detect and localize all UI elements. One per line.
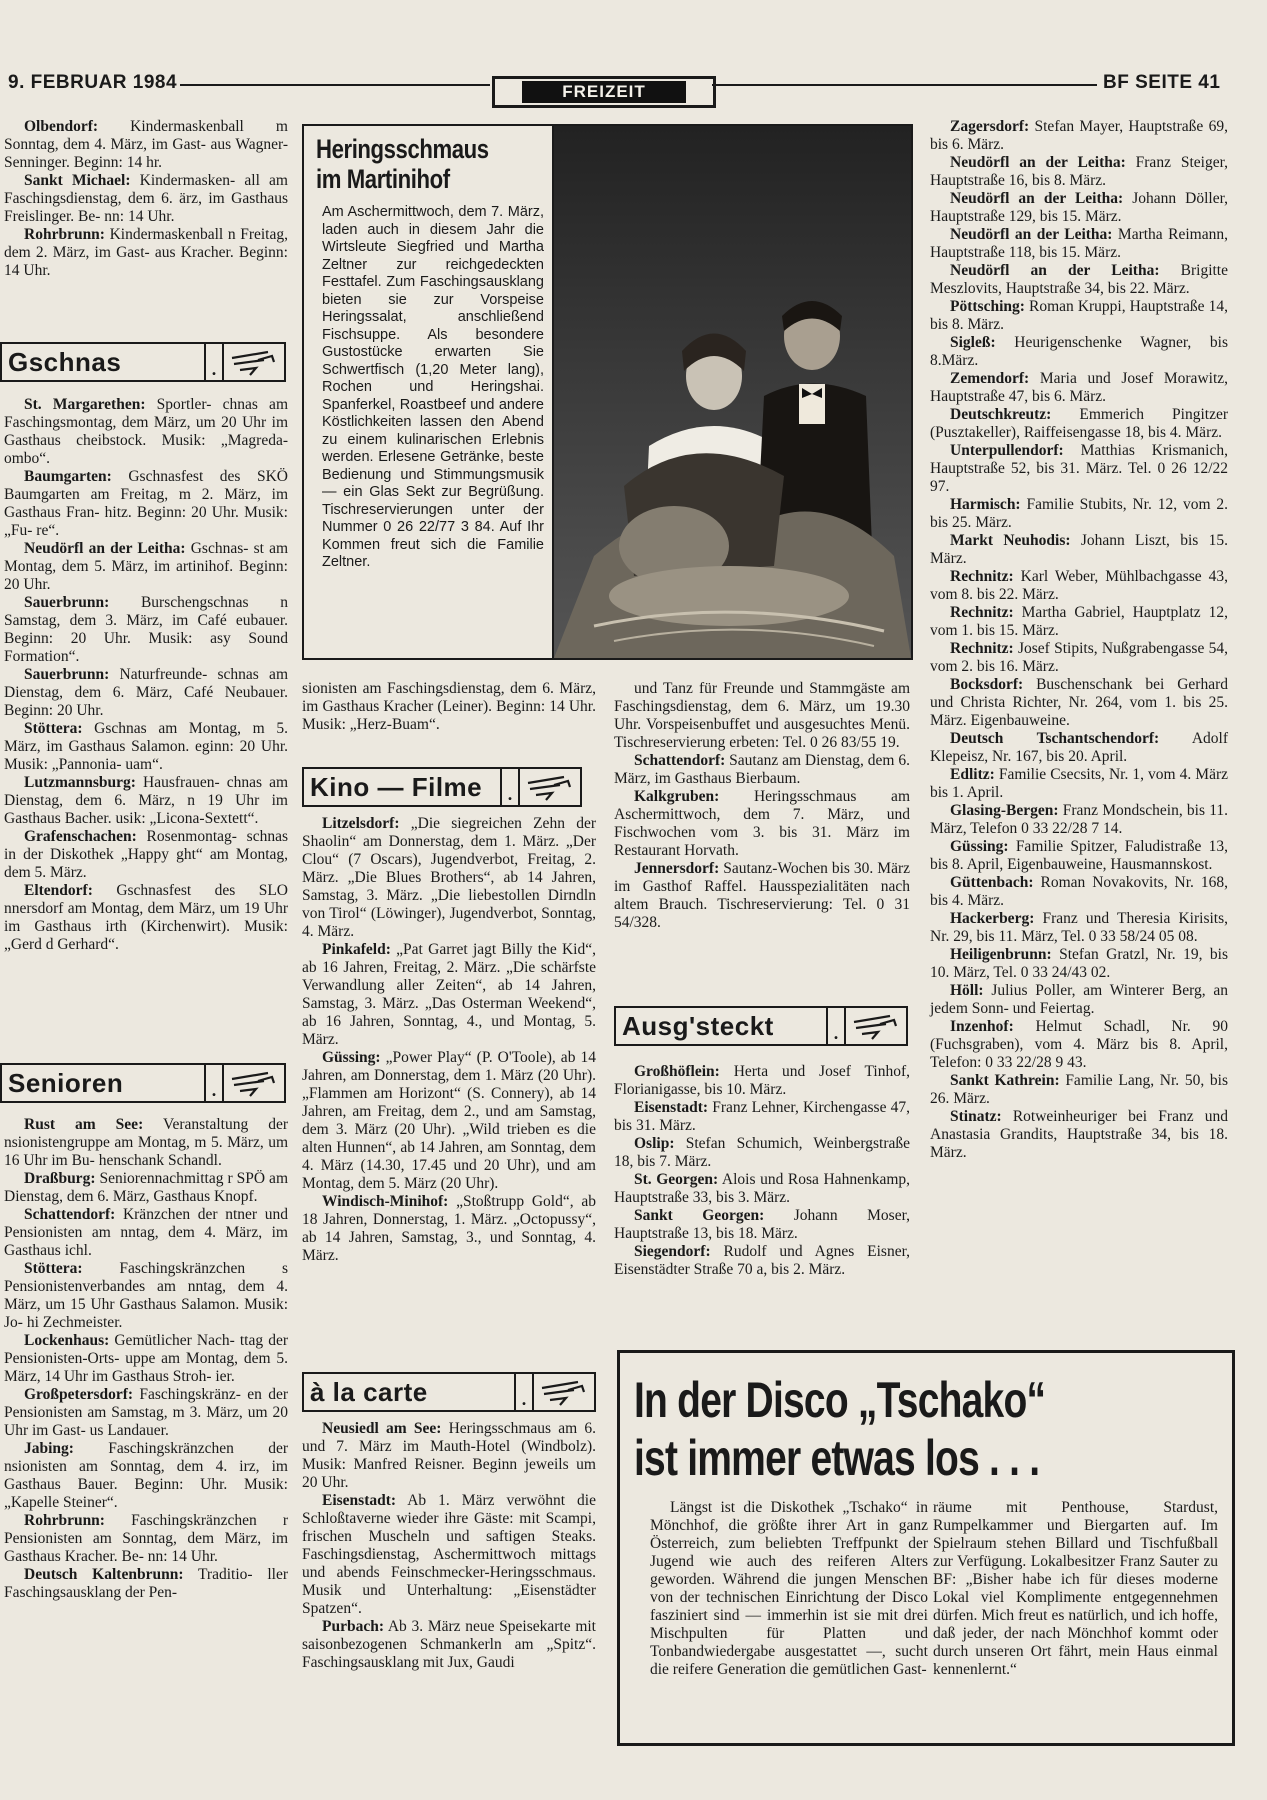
listing-entry <box>302 815 596 941</box>
listing-text: Sautanz am Dienstag, dem 6. März, im Gasthaus Bierbaum. <box>614 752 910 787</box>
listing-entry <box>930 838 1228 874</box>
listing-text: Naturfreunde- schnas am Dienstag, dem 6. März, Café Neubauer. Beginn: 20 Uhr. <box>4 666 288 719</box>
header-rule-left <box>180 84 490 86</box>
listing-text: Brigitte Meszlovits, Hauptstraße 34, bis 22. März. <box>930 262 1228 297</box>
listing-place: Kalkgruben: <box>634 788 720 805</box>
listing-text: Johann Liszt, bis 15. März. <box>930 532 1228 567</box>
listing-place: Neudörfl an der Leitha: <box>950 262 1160 279</box>
section-title: FREIZEIT <box>522 81 686 103</box>
listing-text: Gschnasfest des SKÖ Baumgarten am Freitag, m 2. März, im Gasthaus Fran- hitz. Beginn: 20 Uhr. Musik: „Fu- re“. <box>4 468 288 539</box>
disco-body-right: räume mit Penthouse, Stardust, Rumpelkammer und Biergarten auf. Im Spielraum stehen Billard und Tischfußball zur Verfügung. Lokalbesitzer Franz Sauter zu BF: „Bisher habe ich für dieses moderne Lokal viel Komplimente entgegennehmen dürfen. Mich freut es natürlich, und ich hoffe, daß jeder, der nach Mönchhof kommt oder durch unseren Ort fährt, mein Haus einmal kennenlernt.“ <box>933 1499 1218 1678</box>
disco-body-left <box>650 1499 928 1679</box>
listing-place: Güssing: <box>950 838 1009 855</box>
listing-text: Familie Csecsits, Nr. 1, vom 4. März bis 1. April. <box>930 766 1228 801</box>
listing-place: Rohrbrunn: <box>24 1512 105 1529</box>
listing-text: Ab 3. März neue Speisekarte mit saisonbezogenen Schmankerln am „Spitz“. Faschingsausklang mit Jux, Gaudi <box>302 1618 596 1671</box>
listing-place: Schattendorf: <box>634 752 726 769</box>
disco-tschako-article <box>617 1350 1235 1746</box>
listing-entry <box>930 370 1228 406</box>
listing-entry <box>930 496 1228 532</box>
listing-place: Stöttera: <box>24 1260 83 1277</box>
gschnas-list <box>4 396 288 954</box>
kino-heading-box <box>302 767 582 807</box>
story-title: Heringsschmaus im Martinihof <box>316 134 489 194</box>
listing-entry <box>930 298 1228 334</box>
disco-left-text: Längst ist die Diskothek „Tschako“ in Mönchhof, die größte ihrer Art in ganz Österreich, zum beliebten Treffpunkt der Jugend wie auch des reiferen Alters geworden. Während die jungen Menschen von der technischen Einrichtung der Disco fasziniert sind — immerhin ist sie mit drei Mischpulten für Platten und Tonbandwiedergabe ausgestattet —, sucht die reifere Generation die gemütlichen Gast- <box>650 1499 928 1678</box>
listing-entry <box>302 1049 596 1193</box>
listing-entry <box>4 1260 288 1332</box>
listing-text: Faschingskränz- en der Pensionisten am Samstag, m 3. März, um 20 Uhr im Gast- us Landauer. <box>4 1386 288 1439</box>
listing-entry <box>614 1099 910 1135</box>
listing-place: Neudörfl an der Leitha: <box>24 540 186 557</box>
listing-place: Draßburg: <box>24 1170 96 1187</box>
listing-entry <box>614 1135 910 1171</box>
listing-text: Adolf Klepeisz, Nr. 167, bis 20. April. <box>930 730 1228 765</box>
listing-place: Zagersdorf: <box>950 118 1030 135</box>
ausgsteckt-heading: Ausg'steckt <box>622 1010 774 1041</box>
listing-place: Sigleß: <box>950 334 996 351</box>
listing-place: Heiligenbrunn: <box>950 946 1052 963</box>
listing-text: „Die siegreichen Zehn der Shaolin“ am Donnerstag, dem 1. März. „Der Clou“ (7 Oscars), Jugendverbot, Freitag, 2. März. „Die Blues Brothers“, ab 14 Jahren, Samstag, 3. März. „Die liebestollen Dirndln von Tirol“ (Löwinger), Jugendverbot, Sonntag, 4. März. <box>302 815 596 940</box>
col2-continuation: sionisten am Faschingsdienstag, dem 6. März, im Gasthaus Kracher (Leiner). Beginn: 14 Uhr. Musik: „Herz-Buam“. <box>302 680 596 733</box>
listing-entry <box>930 766 1228 802</box>
listing-text: und Tanz für Freunde und Stammgäste am Faschingsdienstag, dem 6. März, um 19.30 Uhr. Vorspeisenbuffet und ausgesuchtes Menü. Tischreservierung erbeten: Tel. 0 26 83/55 19. <box>614 680 910 751</box>
listing-entry <box>4 1332 288 1386</box>
listing-entry <box>302 941 596 1049</box>
listing-entry <box>930 982 1228 1018</box>
alacarte-list <box>302 1420 596 1672</box>
listing-entry <box>614 1243 910 1279</box>
listing-text: Martha Gabriel, Hauptplatz 12, vom 1. bis 15. März. <box>930 604 1228 639</box>
listing-place: Rechnitz: <box>950 568 1014 585</box>
listing-text: Buschenschank bei Gerhard und Christa Richter, Nr. 264, vom 1. bis 25. März. Eigenbauweine. <box>930 676 1228 729</box>
listing-text: Kindermaskenball n Freitag, dem 2. März, im Gast- aus Kracher. Beginn: 14 Uhr. <box>4 226 288 279</box>
listing-place: Neudörfl an der Leitha: <box>950 154 1126 171</box>
pointing-hand-icon <box>224 1065 284 1101</box>
listing-entry <box>4 1170 288 1206</box>
listing-text: Julius Poller, am Winterer Berg, an jedem Sonn- und Feiertag. <box>930 982 1228 1017</box>
listing-entry <box>4 666 288 720</box>
listing-entry <box>4 226 288 280</box>
listing-text: Rosenmontag- schnas in der Diskothek „Happy ght“ am Montag, dem 5. März. <box>4 828 288 881</box>
listing-entry <box>614 680 910 752</box>
pointing-hand-icon <box>534 1374 594 1410</box>
col1-top <box>4 118 288 280</box>
listing-place: Großpetersdorf: <box>24 1386 134 1403</box>
listing-entry <box>4 720 288 774</box>
heading-dot: . <box>204 344 224 380</box>
listing-entry <box>302 1618 596 1672</box>
listing-place: Windisch-Minihof: <box>322 1193 449 1210</box>
listing-place: Güttenbach: <box>950 874 1034 891</box>
listing-entry <box>4 1206 288 1260</box>
listing-text: Johann Döller, Hauptstraße 129, bis 15. März. <box>930 190 1229 225</box>
listing-place: Stöttera: <box>24 720 83 737</box>
listing-text: Helmut Schadl, Nr. 90 (Fuchsgraben), vom 4. März bis 8. April, Telefon: 0 33 22/28 9 43. <box>930 1018 1228 1071</box>
listing-text: Heringsschmaus am 6. und 7. März im Mauth-Hotel (Windbolz). Musik: Manfred Reisner. Beginn jeweils um 20 Uhr. <box>302 1420 596 1491</box>
listing-text: Kindermasken- all am Faschingsdienstag, dem 6. ärz, im Gasthaus Freislinger. Be- nn: 14 Uhr. <box>4 172 288 225</box>
listing-place: Deutschkreutz: <box>950 406 1052 423</box>
listing-text: Faschingskränzchen s Pensionistenverbandes am nntag, dem 4. März, um 15 Uhr Gasthaus Salamon. Musik: Jo- hi Zechmeister. <box>4 1260 288 1331</box>
listing-text: „Stoßtrupp Gold“, ab 18 Jahren, Donnerstag, 1. März. „Octopussy“, ab 14 Jahren, Samstag, 3., und Sonntag, 4. März. <box>302 1193 596 1264</box>
listing-place: Edlitz: <box>950 766 995 783</box>
listing-place: Sankt Georgen: <box>634 1207 765 1224</box>
listing-place: Sauerbrunn: <box>24 594 110 611</box>
listing-place: Lutzmannsburg: <box>24 774 136 791</box>
listing-text: Roman Kruppi, Hauptstraße 14, bis 8. März. <box>930 298 1228 333</box>
listing-text: „Power Play“ (P. O'Toole), ab 14 Jahren, am Donnerstag, dem 1. März (20 Uhr). „Flammen am Horizont“ (S. Connery), ab 14 Jahren, am Freitag, dem 2., und am Samstag, dem 3. März (20 Uhr). „Wild trieben es die alten Hunnen“, ab 14 Jahren, am Sonntag, dem 4. März (14.30, 17.45 und 20 Uhr), und am Montag, dem 5. März (20 Uhr). <box>302 1049 596 1192</box>
listing-text: Rudolf und Agnes Eisner, Eisenstädter Straße 70 a, bis 2. März. <box>614 1243 910 1278</box>
listing-entry <box>930 1108 1228 1162</box>
listing-place: Eisenstadt: <box>634 1099 709 1116</box>
heading-dot: . <box>826 1008 846 1044</box>
listing-entry <box>4 118 288 172</box>
listing-place: Inzenhof: <box>950 1018 1014 1035</box>
listing-place: Jabing: <box>24 1440 74 1457</box>
listing-place: St. Margarethen: <box>24 396 146 413</box>
senioren-list <box>4 1116 288 1602</box>
listing-entry <box>302 1420 596 1492</box>
listing-place: Markt Neuhodis: <box>950 532 1071 549</box>
listing-entry <box>930 568 1228 604</box>
section-label <box>492 76 716 108</box>
listing-text: Karl Weber, Mühlbachgasse 43, vom 8. bis 22. März. <box>930 568 1228 603</box>
listing-place: Neudörfl an der Leitha: <box>950 190 1124 207</box>
listing-entry <box>930 334 1228 370</box>
listing-place: Zemendorf: <box>950 370 1030 387</box>
kino-heading: Kino — Filme <box>310 771 483 802</box>
col3-list <box>614 680 910 932</box>
listing-text: Herta und Josef Tinhof, Florianigasse, bis 10. März. <box>614 1063 910 1098</box>
listing-place: Höll: <box>950 982 984 999</box>
listing-text: Familie Stubits, Nr. 12, vom 2. bis 25. März. <box>930 496 1228 531</box>
listing-place: Oslip: <box>634 1135 675 1152</box>
ausgsteckt-heading-box <box>614 1006 908 1046</box>
listing-place: Deutsch Kaltenbrunn: <box>24 1566 184 1583</box>
listing-place: Grafenschachen: <box>24 828 137 845</box>
alacarte-heading-box <box>302 1372 596 1412</box>
listing-entry <box>4 172 288 226</box>
listing-entry <box>4 1566 288 1602</box>
gschnas-heading: Gschnas <box>8 346 122 377</box>
header-rule-right <box>712 84 1097 86</box>
listing-entry <box>4 1386 288 1440</box>
listing-entry <box>302 1492 596 1618</box>
listing-place: Eisenstadt: <box>322 1492 397 1509</box>
listing-place: Großhöflein: <box>634 1063 720 1080</box>
listing-entry <box>4 882 288 954</box>
listing-place: Eltendorf: <box>24 882 93 899</box>
listing-text: Franz Lehner, Kirchengasse 47, bis 31. März. <box>614 1099 910 1134</box>
col4-list <box>930 118 1228 1162</box>
listing-text: Gschnas- st am Montag, dem 5. März, im artinihof. Beginn: 20 Uhr. <box>4 540 288 593</box>
listing-text: Familie Spitzer, Faludistraße 13, bis 8. April, Eigenbauweine, Hausmannskost. <box>930 838 1228 873</box>
listing-entry <box>4 828 288 882</box>
listing-place: Harmisch: <box>950 496 1021 513</box>
listing-place: Hackerberg: <box>950 910 1035 927</box>
listing-text: Ab 1. März verwöhnt die Schloßtaverne wieder ihre Gäste: mit Scampi, frischen Muscheln und saftigen Steaks. Faschingsdienstag, Aschermittwoch mittags und abends Feinschmecker-Heringsschmaus. Musik und Unterhaltung: „Eisenstädter Spatzen“. <box>302 1492 596 1617</box>
listing-entry <box>614 788 910 860</box>
listing-entry <box>930 1072 1228 1108</box>
page-number: BF SEITE 41 <box>1103 72 1221 93</box>
listing-place: Bocksdorf: <box>950 676 1024 693</box>
senioren-heading: Senioren <box>8 1067 124 1098</box>
listing-place: Rust am See: <box>24 1116 144 1133</box>
listing-place: Jennersdorf: <box>634 860 720 877</box>
listing-text: Maria und Josef Morawitz, Hauptstraße 47, bis 6. März. <box>930 370 1228 405</box>
listing-text: Traditio- ller Faschingsausklang der Pen- <box>4 1566 288 1601</box>
listing-text: Faschingskränzchen r Pensionisten am Sonntag, dem März, im Gasthaus Kracher. Be- nn: 14 Uhr. <box>4 1512 288 1565</box>
listing-entry <box>930 730 1228 766</box>
listing-entry <box>4 1512 288 1566</box>
pointing-hand-icon <box>520 769 580 805</box>
listing-text: Franz und Theresia Kirisits, Nr. 29, bis 11. März, Tel. 0 33 58/24 05 08. <box>930 910 1228 945</box>
pointing-hand-icon <box>224 344 284 380</box>
listing-entry <box>930 262 1228 298</box>
alacarte-heading: à la carte <box>310 1376 428 1407</box>
listing-text: Johann Moser, Hauptstraße 13, bis 18. März. <box>614 1207 911 1242</box>
listing-entry <box>930 154 1228 190</box>
listing-entry <box>4 594 288 666</box>
listing-place: Deutsch Tschantschendorf: <box>950 730 1160 747</box>
listing-place: Neusiedl am See: <box>322 1420 442 1437</box>
listing-entry <box>302 1193 596 1265</box>
listing-place: Purbach: <box>322 1618 384 1635</box>
senioren-heading-box <box>0 1063 286 1103</box>
heading-dot: . <box>514 1374 534 1410</box>
listing-entry <box>930 442 1228 496</box>
listing-text: Gemütlicher Nach- ttag der Pensionisten-Orts- uppe am Montag, dem 5. März, 14 Uhr im Gasthaus Stroh- ier. <box>4 1332 288 1385</box>
listing-place: Baumgarten: <box>24 468 112 485</box>
listing-place: Pöttsching: <box>950 298 1025 315</box>
listing-text: Franz Mondschein, bis 11. März, Telefon 0 33 22/28 7 14. <box>930 802 1228 837</box>
listing-entry <box>930 226 1228 262</box>
photo-image <box>554 126 911 658</box>
listing-text: Seniorennachmittag r SPÖ am Dienstag, dem 6. März, Gasthaus Knopf. <box>4 1170 288 1205</box>
listing-place: St. Georgen: <box>634 1171 719 1188</box>
listing-text: Matthias Krismanich, Hauptstraße 52, bis 31. März. Tel. 0 26 12/22 97. <box>930 442 1228 495</box>
disco-title-line1: In der Disco „Tschako“ <box>634 1372 1046 1428</box>
listing-place: Sauerbrunn: <box>24 666 110 683</box>
heringsschmaus-story <box>302 124 556 660</box>
listing-place: Siegendorf: <box>634 1243 711 1260</box>
couple-buffet-photo <box>552 124 913 660</box>
listing-text: Alois und Rosa Hahnenkamp, Hauptstraße 33, bis 3. März. <box>614 1171 911 1206</box>
listing-entry <box>930 532 1228 568</box>
listing-text: Hausfrauen- chnas am Dienstag, dem 6. März, n 19 Uhr im Gasthaus Bacher. usik: „Licona-Sextett“. <box>4 774 288 827</box>
listing-entry <box>4 774 288 828</box>
listing-entry <box>930 640 1228 676</box>
listing-text: Stefan Gratzl, Nr. 19, bis 10. März, Tel. 0 33 24/43 02. <box>930 946 1228 981</box>
listing-text: Roman Novakovits, Nr. 168, bis 4. März. <box>930 874 1228 909</box>
listing-entry <box>930 604 1228 640</box>
listing-entry <box>4 1440 288 1512</box>
listing-entry <box>4 396 288 468</box>
listing-text: Heurigenschenke Wagner, bis 8.März. <box>930 334 1228 369</box>
heading-dot: . <box>204 1065 224 1101</box>
listing-entry <box>930 676 1228 730</box>
listing-text: Emmerich Pingitzer (Pusztakeller), Raiffeisengasse 18, bis 4. März. <box>930 406 1228 441</box>
listing-place: Olbendorf: <box>24 118 99 135</box>
story-body: Am Aschermittwoch, dem 7. März, laden auch in diesem Jahr die Wirtsleute Siegfried und Martha Zeltner zur reichgedeckten Festtafel. Zum Faschingsausklang bieten sie zur Vorspeise Heringssalat, anschließend Fischsuppe. Als besondere Gustostücke erwarten Sie Schwertfisch (1,20 Meter lang), Rochen und Heringshai. Spanferkel, Roastbeef und andere Köstlichkeiten lassen den Abend zu einem kulinarischen Erlebnis werden. Erlesene Getränke, beste Bedienung und Stimmungsmusik — ein Glas Sekt zur Begrüßung. Tischreservierungen unter der Nummer 0 26 22/77 3 84. Auf Ihr Kommen freut sich die Familie Zeltner. <box>322 204 544 570</box>
listing-place: Sankt Kathrein: <box>950 1072 1060 1089</box>
listing-entry <box>4 540 288 594</box>
listing-entry <box>614 1063 910 1099</box>
listing-text: Stefan Mayer, Hauptstraße 69, bis 6. März. <box>930 118 1228 153</box>
listing-entry <box>614 860 910 932</box>
listing-text: Stefan Schumich, Weinbergstraße 18, bis 7. März. <box>614 1135 910 1170</box>
listing-place: Rechnitz: <box>950 604 1014 621</box>
listing-text: Franz Steiger, Hauptstraße 16, bis 8. März. <box>930 154 1228 189</box>
listing-entry <box>930 946 1228 982</box>
listing-entry <box>4 468 288 540</box>
listing-place: Schattendorf: <box>24 1206 116 1223</box>
listing-place: Güssing: <box>322 1049 381 1066</box>
listing-entry <box>614 1207 910 1243</box>
listing-entry <box>930 1018 1228 1072</box>
listing-text: „Pat Garret jagt Billy the Kid“, ab 16 Jahren, Freitag, 2. März. „Die schärfste Verwandlung aller Zeiten“, ab 14 Jahren, Samstag, 3. März. „Das Osterman Weekend“, ab 16 Jahren, Sonntag, 4., und Montag, 5. März. <box>302 941 596 1048</box>
listing-text: Kränzchen der ntner und Pensionisten am nntag, dem 4. März, im Gasthaus ichl. <box>4 1206 288 1259</box>
listing-text: Heringsschmaus am Aschermittwoch, dem 7. März, und Fischwochen vom 3. bis 31. März im Restaurant Horvath. <box>614 788 910 859</box>
listing-place: Lockenhaus: <box>24 1332 110 1349</box>
heading-dot: . <box>500 769 520 805</box>
pointing-hand-icon <box>846 1008 906 1044</box>
listing-entry <box>930 118 1228 154</box>
kino-list <box>302 815 596 1265</box>
listing-text: Rotweinheuriger bei Franz und Anastasia Grandits, Hauptstraße 34, bis 18. März. <box>930 1108 1228 1161</box>
listing-entry <box>930 802 1228 838</box>
listing-entry <box>4 1116 288 1170</box>
listing-place: Neudörfl an der Leitha: <box>950 226 1113 243</box>
listing-place: Sankt Michael: <box>24 172 131 189</box>
listing-text: Kindermaskenball m Sonntag, dem 4. März, im Gast- aus Wagner-Senninger. Beginn: 14 hr. <box>4 118 288 171</box>
listing-place: Litzelsdorf: <box>322 815 400 832</box>
listing-entry <box>930 874 1228 910</box>
listing-entry <box>614 1171 910 1207</box>
disco-title-line2: ist immer etwas los . . . <box>634 1430 1040 1486</box>
listing-place: Glasing-Bergen: <box>950 802 1059 819</box>
listing-place: Unterpullendorf: <box>950 442 1064 459</box>
listing-entry <box>614 752 910 788</box>
listing-text: Faschingskränzchen der nsionisten am Sonntag, dem 4. irz, im Gasthaus Bauer. Beginn: Uhr. Musik: „Kapelle Steiner“. <box>4 1440 288 1511</box>
gschnas-heading-box <box>0 342 286 382</box>
listing-text: Gschnasfest des SLO nnersdorf am Montag, dem März, um 19 Uhr im Gasthaus irth (Kirchenwirt). Musik: „Gerd d Gerhard“. <box>4 882 288 953</box>
listing-entry <box>930 190 1228 226</box>
ausgsteckt-list <box>614 1063 910 1279</box>
page-date: 9. FEBRUAR 1984 <box>8 72 178 93</box>
listing-text: Familie Lang, Nr. 50, bis 26. März. <box>930 1072 1228 1107</box>
listing-place: Rohrbrunn: <box>24 226 105 243</box>
listing-text: Gschnas am Montag, m 5. März, im Gasthaus Salamon. eginn: 20 Uhr. Musik: „Pannonia- uam“. <box>4 720 288 773</box>
listing-text: Martha Reimann, Hauptstraße 118, bis 15. März. <box>930 226 1228 261</box>
listing-place: Stinatz: <box>950 1108 1002 1125</box>
listing-text: Burschengschnas n Samstag, dem 3. März, im Café eubauer. Beginn: 20 Uhr. Musik: asy Sound Formation“. <box>4 594 288 665</box>
listing-text: Sautanz-Wochen bis 30. März im Gasthof Raffel. Hausspezialitäten nach altem Brauch. Tischreservierung: Tel. 0 31 54/328. <box>614 860 910 931</box>
listing-entry <box>930 406 1228 442</box>
listing-text: Josef Stipits, Nußgrabengasse 54, vom 2. bis 16. März. <box>930 640 1228 675</box>
listing-text: Veranstaltung der nsionistengruppe am Montag, m 5. März, um 16 Uhr im Bu- henschank Schandl. <box>4 1116 288 1169</box>
listing-place: Pinkafeld: <box>322 941 391 958</box>
listing-entry <box>930 910 1228 946</box>
listing-text: Sportler- chnas am Faschingsmontag, dem März, um 20 Uhr im Gasthaus cheibstock. Musik: „Magreda- ombo“. <box>4 396 288 467</box>
listing-place: Rechnitz: <box>950 640 1014 657</box>
